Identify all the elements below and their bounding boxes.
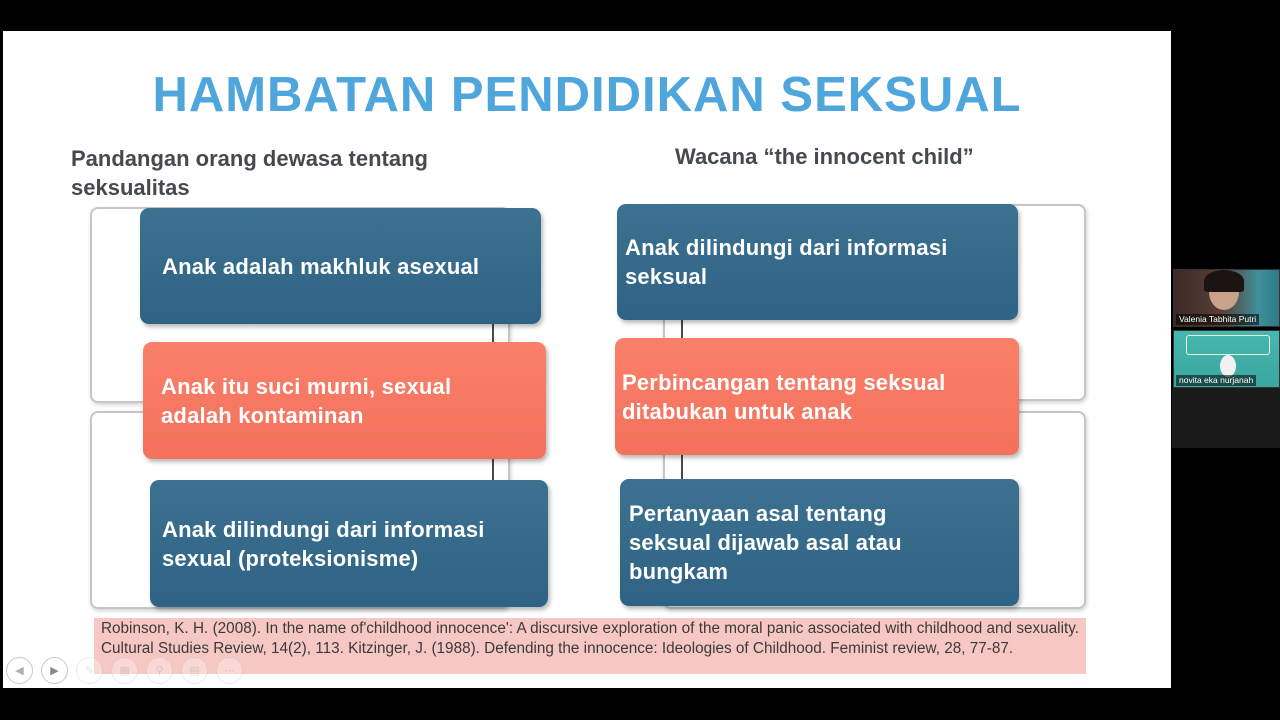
grid-icon: ▦	[119, 665, 130, 677]
right-box-2-text: Perbincangan tentang seksual ditabukan untuk anak	[622, 369, 946, 424]
right-box-1-text: Anak dilindungi dari informasi seksual	[625, 235, 948, 289]
magnifier-icon: ⚲	[155, 665, 164, 677]
next-slide-button[interactable]	[41, 657, 68, 684]
subtitle-button[interactable]	[181, 657, 208, 684]
participant-face	[1220, 355, 1236, 377]
right-box-1	[617, 204, 1018, 320]
pen-tool-button[interactable]	[76, 657, 103, 684]
pen-icon: ✎	[84, 665, 95, 677]
slides-overview-button[interactable]	[111, 657, 138, 684]
participant-name: novita eka nurjanah	[1176, 375, 1256, 386]
right-box-2	[615, 338, 1019, 455]
left-box-1-text: Anak adalah makhluk asexual	[162, 253, 480, 279]
left-box-1	[140, 208, 541, 324]
subtitle-icon: ▤	[189, 665, 200, 677]
slide-title: HAMBATAN PENDIDIKAN SEKSUAL	[152, 68, 1022, 122]
participant-video-2[interactable]	[1173, 330, 1280, 388]
more-options-button[interactable]	[216, 657, 243, 684]
previous-slide-button[interactable]	[6, 657, 33, 684]
participant-video-1[interactable]	[1173, 269, 1280, 327]
next-icon: ▶	[50, 665, 59, 677]
zoom-button[interactable]	[146, 657, 173, 684]
left-column-heading: Pandangan orang dewasa tentang seksualitas	[71, 146, 428, 200]
reference-citation: Robinson, K. H. (2008). In the name of'childhood innocence': A discursive exploration of the moral panic associated with childhood and sexuality. Cultural Studies Review, 14(2), 113. Kitzinger, J. (1988). Defending the innocence: Ideologies of Childhood. Feminist review, 28, 77-87.	[94, 618, 1086, 674]
left-box-2	[143, 342, 546, 459]
presentation-slide	[3, 31, 1171, 688]
right-column-heading: Wacana “the innocent child”	[675, 144, 974, 169]
banner-graphic	[1186, 335, 1270, 355]
video-strip-background	[1172, 388, 1280, 448]
left-box-2-text: Anak itu suci murni, sexual adalah kontaminan	[161, 373, 452, 428]
right-box-3	[620, 479, 1019, 606]
participant-hair	[1204, 270, 1244, 292]
previous-icon: ◀	[15, 665, 24, 677]
left-box-3-text: Anak dilindungi dari informasi sexual (proteksionisme)	[162, 516, 485, 571]
left-box-3	[150, 480, 548, 607]
right-box-3-text: Pertanyaan asal tentang seksual dijawab asal atau bungkam	[629, 501, 902, 584]
more-icon: ⋯	[224, 665, 235, 677]
participant-name: Valenia Tabhita Putri	[1176, 314, 1259, 325]
right-connector-2	[681, 455, 683, 479]
